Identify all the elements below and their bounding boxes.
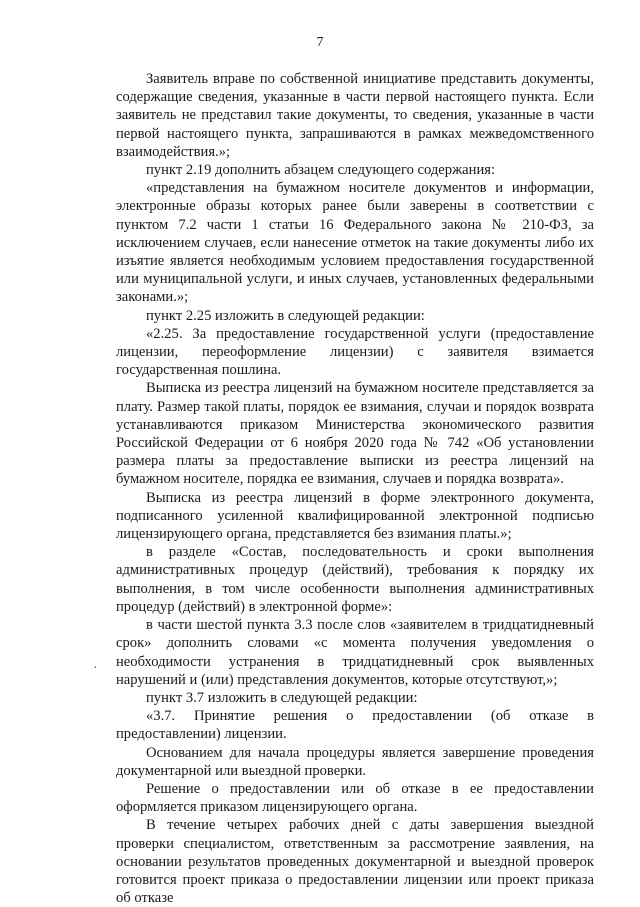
page-number: 7 [316, 35, 324, 50]
paragraph-item-2-25-instruction: пункт 2.25 изложить в следующей редакции: [146, 307, 425, 324]
paragraph-applicant-right: Заявитель вправе по собственной инициативе представить документы, содержащие сведения, указанные в части первой настоящего пункта. Если заявитель не представил такие документы, то сведения, указанные в части первой настоящего пункта, запрашиваются в рамках межведомственного взаимодействия.»; [116, 71, 594, 160]
paragraph-procedure-basis: Основанием для начала процедуры является завершение проведения документарной или выездной проверки. [116, 744, 594, 779]
paragraph-decision-order: Решение о предоставлении или об отказе в ее предоставлении оформляется приказом лицензирующего органа. [116, 780, 594, 816]
paragraph-four-working-days: В течение четырех рабочих дней с даты завершения выездной проверки специалистом, ответственным за рассмотрение заявления, на основании результатов проведенных документарной и выездной проверок готовится проект приказа о предоставлении лицензии или проект приказа об отказе [116, 817, 594, 907]
paragraph-item-3-7-instruction: пункт 3.7 изложить в следующей редакции: [146, 689, 418, 706]
paragraph-item-2-19-instruction: пункт 2.19 дополнить абзацем следующего содержания: [146, 162, 496, 179]
document-body [116, 70, 594, 907]
paragraph-paper-extract: Выписка из реестра лицензий на бумажном носителе представляется за плату. Размер такой платы, порядок ее взимания, случаи и порядок возврата устанавливаются приказом Министерства экономического развития Российской Федерации от 6 ноября 2020 года № 742 «Об установлении размера платы за предоставление выписки из реестра лицензий на бумажном носителе, порядка ее взимания, случаев и порядка возврата». [116, 380, 594, 488]
paragraph-item-2-19-text: «представления на бумажном носителе документов и информации, электронные образы которых ранее были заверены в соответствии с пунктом 7.2 части 1 статьи 16 Федерального закона № 210-ФЗ, за исключением случаев, если нанесение отметок на такие документы либо их изъятие является необходимым условием предоставления государственной или муниципальной услуги, и иных случаев, установленных федеральными законами.»; [116, 180, 594, 306]
paragraph-electronic-extract: Выписка из реестра лицензий в форме электронного документа, подписанного усиленной квалифицированной электронной подписью лицензирующего органа, представляется без взимания платы.»; [116, 489, 594, 543]
paragraph-item-3-7-title: «3.7. Принятие решения о предоставлении (об отказе в предоставлении) лицензии. [116, 708, 594, 743]
margin-mark: · [93, 661, 98, 676]
paragraph-item-2-25-text: «2.25. За предоставление государственной услуги (предоставление лицензии, переоформление лицензии) с заявителя взимается государственная пошлина. [116, 325, 594, 379]
paragraph-item-3-3-amendment: в части шестой пункта 3.3 после слов «заявителем в тридцатидневный срок» дополнить словами «с момента получения уведомления о необходимости устранения в тридцатидневный срок выявленных нарушений и (или) представления документов, которые отсутствуют,»; [116, 617, 594, 688]
paragraph-section-reference: в разделе «Состав, последовательность и сроки выполнения административных процедур (действий), требования к порядку их выполнения, в том числе особенности выполнения административных процедур (действий) в электронной форме»: [116, 544, 594, 615]
